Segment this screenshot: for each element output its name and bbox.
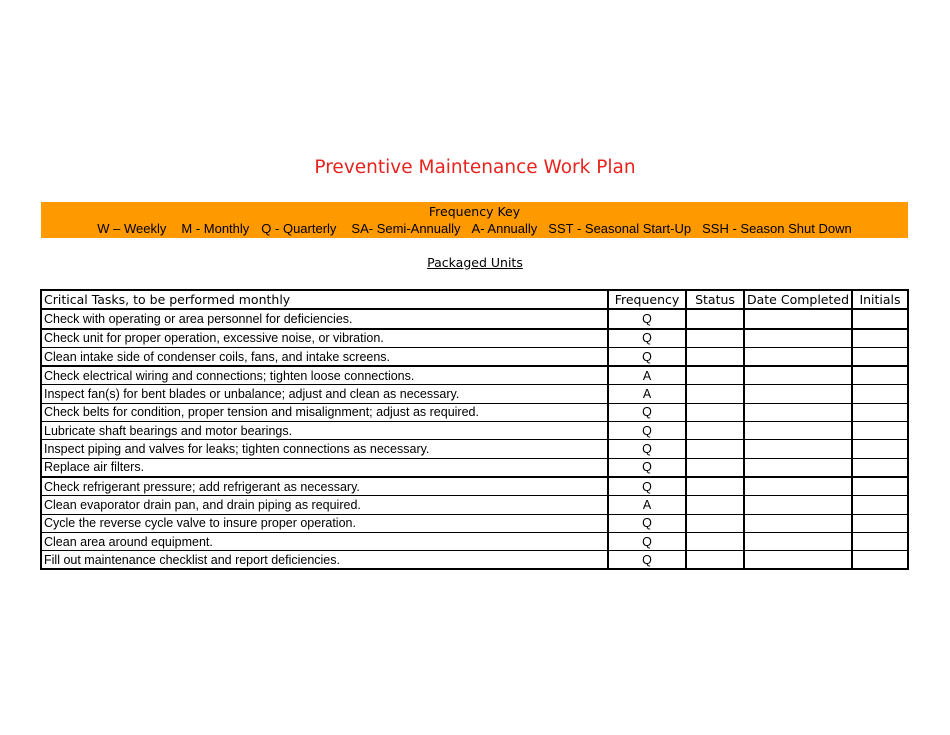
frequency-cell: Q xyxy=(608,477,686,496)
frequency-cell: A xyxy=(608,496,686,514)
frequency-cell: Q xyxy=(608,532,686,550)
frequency-cell: Q xyxy=(608,422,686,440)
header-critical-tasks: Critical Tasks, to be performed monthly xyxy=(41,290,608,309)
table-row xyxy=(41,422,908,440)
task-cell: Clean area around equipment. xyxy=(41,532,608,550)
task-cell: Check with operating or area personnel for deficiencies. xyxy=(41,309,608,328)
status-cell[interactable] xyxy=(686,385,744,403)
status-cell[interactable] xyxy=(686,514,744,532)
initials-cell[interactable] xyxy=(852,551,908,570)
table-row xyxy=(41,347,908,366)
initials-cell[interactable] xyxy=(852,366,908,385)
frequency-key-item-monthly: M - Monthly xyxy=(181,221,250,236)
status-cell[interactable] xyxy=(686,496,744,514)
table-row xyxy=(41,458,908,477)
task-cell: Check belts for condition, proper tension and misalignment; adjust as required. xyxy=(41,403,608,421)
initials-cell[interactable] xyxy=(852,514,908,532)
status-cell[interactable] xyxy=(686,309,744,328)
date-completed-cell[interactable] xyxy=(744,385,852,403)
initials-cell[interactable] xyxy=(852,347,908,366)
table-row xyxy=(41,329,908,348)
initials-cell[interactable] xyxy=(852,440,908,458)
status-cell[interactable] xyxy=(686,422,744,440)
task-cell: Fill out maintenance checklist and report deficiencies. xyxy=(41,551,608,570)
status-cell[interactable] xyxy=(686,347,744,366)
date-completed-cell[interactable] xyxy=(744,403,852,421)
status-cell[interactable] xyxy=(686,403,744,421)
table-row xyxy=(41,385,908,403)
status-cell[interactable] xyxy=(686,329,744,348)
status-cell[interactable] xyxy=(686,366,744,385)
frequency-key-item-seasonal-start-up: SST - Seasonal Start-Up xyxy=(548,221,692,236)
initials-cell[interactable] xyxy=(852,458,908,477)
table-row xyxy=(41,366,908,385)
frequency-cell: Q xyxy=(608,309,686,328)
section-title-text: Packaged Units xyxy=(427,255,523,270)
initials-cell[interactable] xyxy=(852,329,908,348)
section-title xyxy=(0,253,950,273)
frequency-key-legend xyxy=(41,220,908,237)
frequency-cell: Q xyxy=(608,440,686,458)
frequency-cell: Q xyxy=(608,403,686,421)
table-row xyxy=(41,309,908,328)
frequency-key-banner xyxy=(41,202,908,238)
frequency-key-item-season-shut-down: SSH - Season Shut Down xyxy=(702,221,852,236)
header-date-completed: Date Completed xyxy=(744,290,852,309)
table-row xyxy=(41,514,908,532)
task-cell: Check electrical wiring and connections; tighten loose connections. xyxy=(41,366,608,385)
frequency-cell: Q xyxy=(608,329,686,348)
task-cell: Inspect fan(s) for bent blades or unbalance; adjust and clean as necessary. xyxy=(41,385,608,403)
initials-cell[interactable] xyxy=(852,385,908,403)
task-cell: Cycle the reverse cycle valve to insure proper operation. xyxy=(41,514,608,532)
task-cell: Clean evaporator drain pan, and drain piping as required. xyxy=(41,496,608,514)
table-row xyxy=(41,551,908,570)
status-cell[interactable] xyxy=(686,440,744,458)
date-completed-cell[interactable] xyxy=(744,514,852,532)
task-cell: Check refrigerant pressure; add refrigerant as necessary. xyxy=(41,477,608,496)
frequency-key-item-semi-annually: SA- Semi-Annually xyxy=(351,221,461,236)
initials-cell[interactable] xyxy=(852,532,908,550)
date-completed-cell[interactable] xyxy=(744,532,852,550)
task-cell: Check unit for proper operation, excessive noise, or vibration. xyxy=(41,329,608,348)
task-cell: Inspect piping and valves for leaks; tighten connections as necessary. xyxy=(41,440,608,458)
table-row xyxy=(41,440,908,458)
status-cell[interactable] xyxy=(686,532,744,550)
date-completed-cell[interactable] xyxy=(744,458,852,477)
initials-cell[interactable] xyxy=(852,496,908,514)
table-row xyxy=(41,532,908,550)
date-completed-cell[interactable] xyxy=(744,329,852,348)
table-row xyxy=(41,403,908,421)
header-frequency: Frequency xyxy=(608,290,686,309)
status-cell[interactable] xyxy=(686,551,744,570)
frequency-key-item-weekly: W – Weekly xyxy=(97,221,167,236)
frequency-key-item-quarterly: Q - Quarterly xyxy=(261,221,337,236)
header-initials: Initials xyxy=(852,290,908,309)
tasks-table xyxy=(40,289,909,570)
frequency-cell: Q xyxy=(608,551,686,570)
frequency-cell: A xyxy=(608,385,686,403)
date-completed-cell[interactable] xyxy=(744,309,852,328)
date-completed-cell[interactable] xyxy=(744,440,852,458)
header-status: Status xyxy=(686,290,744,309)
task-cell: Lubricate shaft bearings and motor bearings. xyxy=(41,422,608,440)
status-cell[interactable] xyxy=(686,477,744,496)
task-cell: Replace air filters. xyxy=(41,458,608,477)
date-completed-cell[interactable] xyxy=(744,496,852,514)
initials-cell[interactable] xyxy=(852,309,908,328)
frequency-cell: Q xyxy=(608,458,686,477)
table-row xyxy=(41,477,908,496)
date-completed-cell[interactable] xyxy=(744,551,852,570)
task-cell: Clean intake side of condenser coils, fans, and intake screens. xyxy=(41,347,608,366)
page-title: Preventive Maintenance Work Plan xyxy=(314,157,636,178)
frequency-key-heading: Frequency Key xyxy=(428,204,521,219)
status-cell[interactable] xyxy=(686,458,744,477)
date-completed-cell[interactable] xyxy=(744,347,852,366)
table-header-row xyxy=(41,290,908,309)
frequency-cell: Q xyxy=(608,514,686,532)
date-completed-cell[interactable] xyxy=(744,477,852,496)
frequency-key-item-annually: A- Annually xyxy=(471,221,538,236)
date-completed-cell[interactable] xyxy=(744,422,852,440)
initials-cell[interactable] xyxy=(852,477,908,496)
initials-cell[interactable] xyxy=(852,403,908,421)
table-row xyxy=(41,496,908,514)
initials-cell[interactable] xyxy=(852,422,908,440)
date-completed-cell[interactable] xyxy=(744,366,852,385)
frequency-cell: Q xyxy=(608,347,686,366)
frequency-cell: A xyxy=(608,366,686,385)
